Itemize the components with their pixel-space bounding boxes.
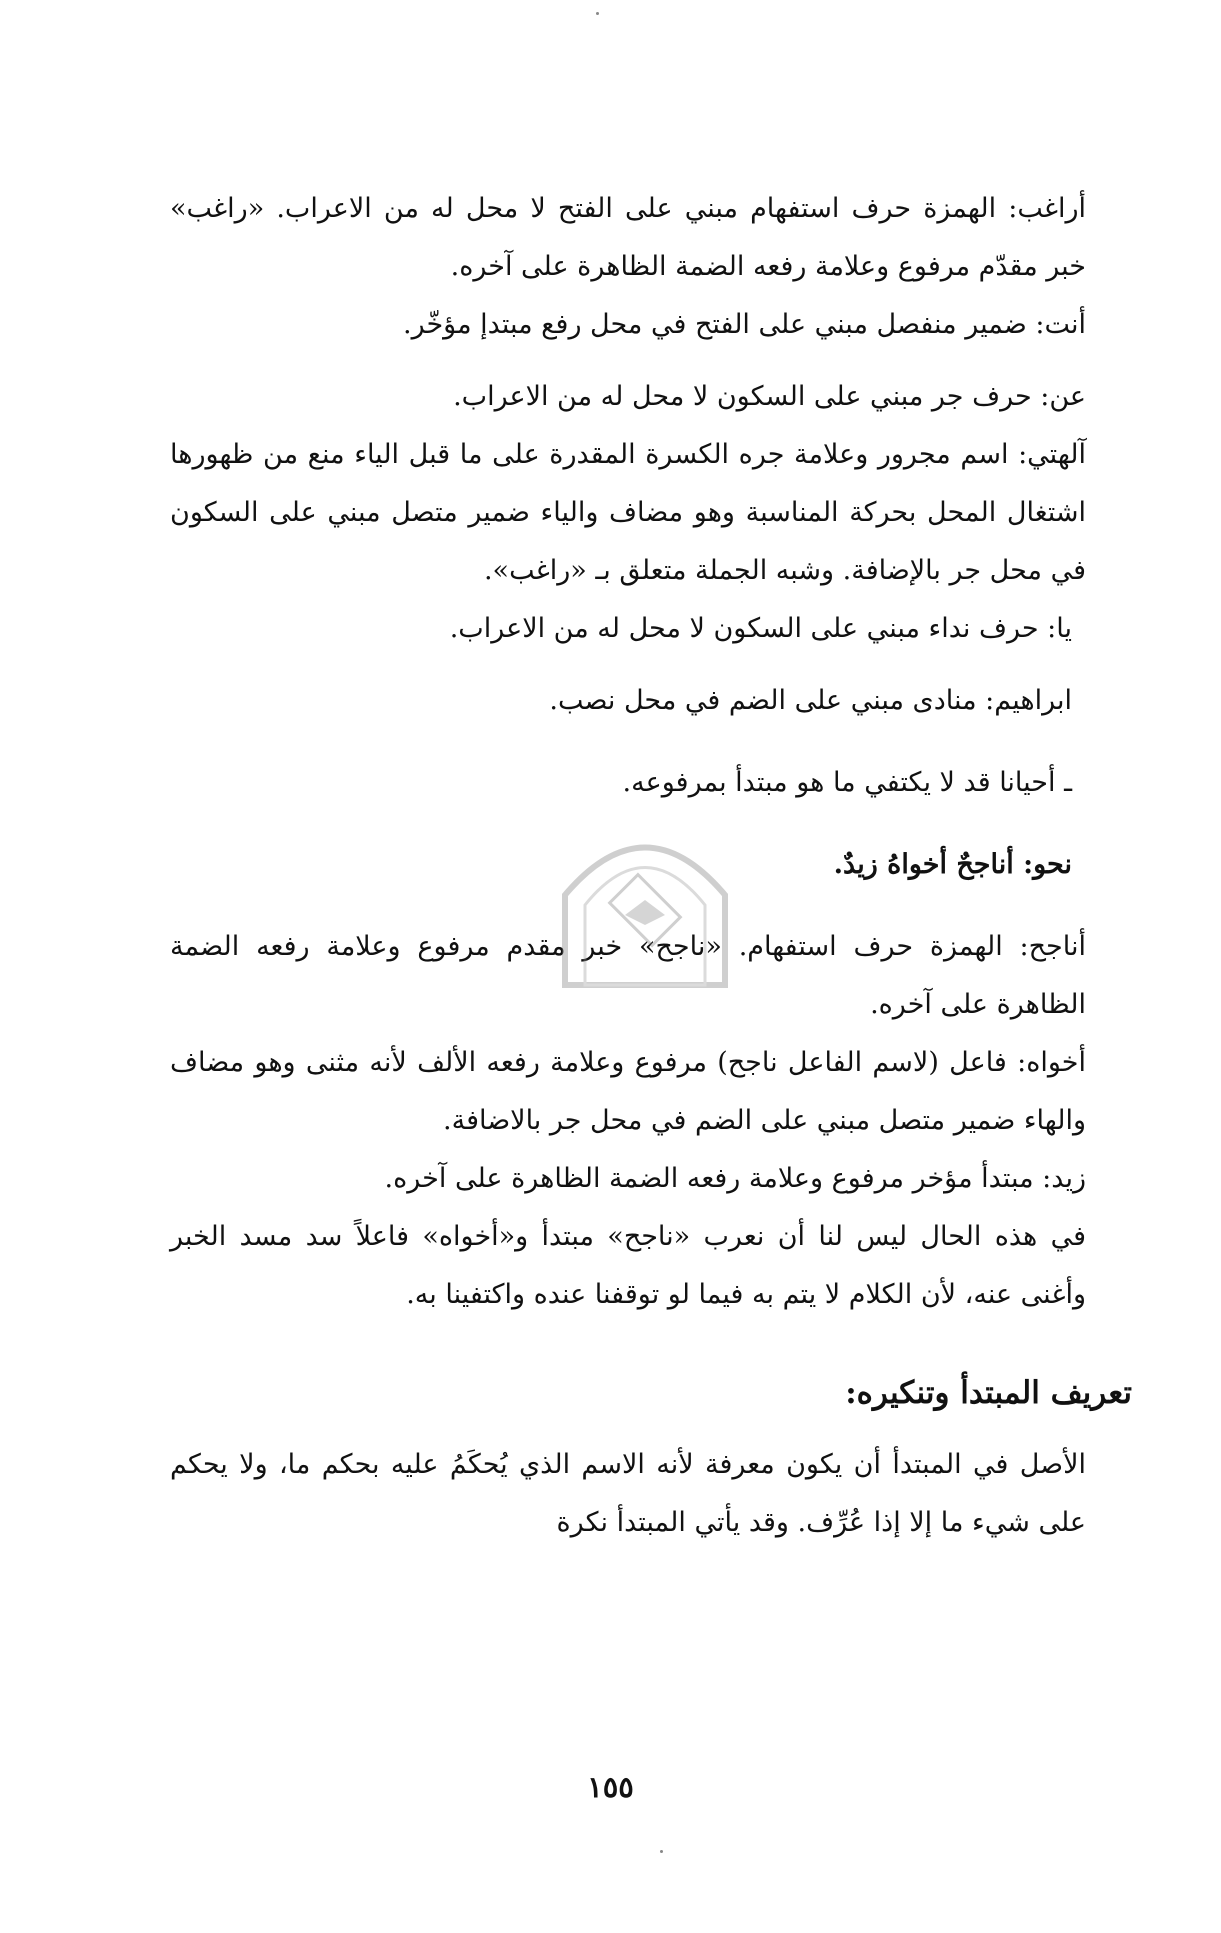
- paragraph-9: أناجح: الهمزة حرف استفهام. «ناجح» خبر مقدم مرفوع وعلامة رفعه الضمة الظاهرة على آخره.: [170, 931, 1086, 1020]
- paragraph-3: عن: حرف جر مبني على السكون لا محل له من الاعراب.: [453, 381, 1086, 412]
- paragraph-6: ابراهيم: منادى مبني على الضم في محل نصب.: [549, 685, 1072, 716]
- paragraph-11: زيد: مبتدأ مؤخر مرفوع وعلامة رفعه الضمة الظاهرة على آخره.: [384, 1163, 1086, 1194]
- scan-speck-bottom: [660, 1850, 663, 1853]
- scan-speck: [596, 12, 599, 15]
- section-heading: تعريف المبتدأ وتنكيره:: [845, 1375, 1132, 1411]
- paragraph-1: أراغب: الهمزة حرف استفهام مبني على الفتح لا محل له من الاعراب. «راغب» خبر مقدّم مرفوع وعلامة رفعه الضمة الظاهرة على آخره.: [170, 193, 1086, 282]
- closing-paragraph: الأصل في المبتدأ أن يكون معرفة لأنه الاسم الذي يُحكَمُ عليه بحكم ما، ولا يحكم على شيء ما إلا إذا عُرِّف. وقد يأتي المبتدأ نكرة: [170, 1449, 1086, 1538]
- example-line: نحو: أناجحٌ أخواهُ زيدٌ.: [833, 849, 1072, 880]
- document-body: [170, 180, 1132, 1552]
- page-number: ١٥٥: [587, 1770, 634, 1804]
- paragraph-10: أخواه: فاعل (لاسم الفاعل ناجح) مرفوع وعلامة رفعه الألف لأنه مثنى وهو مضاف والهاء ضمير متصل مبني على الضم في محل جر بالاضافة.: [170, 1047, 1086, 1136]
- paragraph-2: أنت: ضمير منفصل مبني على الفتح في محل رفع مبتدإ مؤخّر.: [402, 309, 1086, 340]
- paragraph-7: ـ أحيانا قد لا يكتفي ما هو مبتدأ بمرفوعه.: [622, 767, 1072, 798]
- paragraph-5: يا: حرف نداء مبني على السكون لا محل له من الاعراب.: [449, 613, 1072, 644]
- paragraph-4: آلهتي: اسم مجرور وعلامة جره الكسرة المقدرة على ما قبل الياء منع من ظهورها اشتغال المحل بحركة المناسبة وهو مضاف والياء ضمير متصل مبني على السكون في محل جر بالإضافة. وشبه الجملة متعلق بـ «راغب».: [170, 439, 1086, 586]
- paragraph-12: في هذه الحال ليس لنا أن نعرب «ناجح» مبتدأ و«أخواه» فاعلاً سد مسد الخبر وأغنى عنه، لأن الكلام لا يتم به فيما لو توقفنا عنده واكتفينا به.: [170, 1221, 1086, 1310]
